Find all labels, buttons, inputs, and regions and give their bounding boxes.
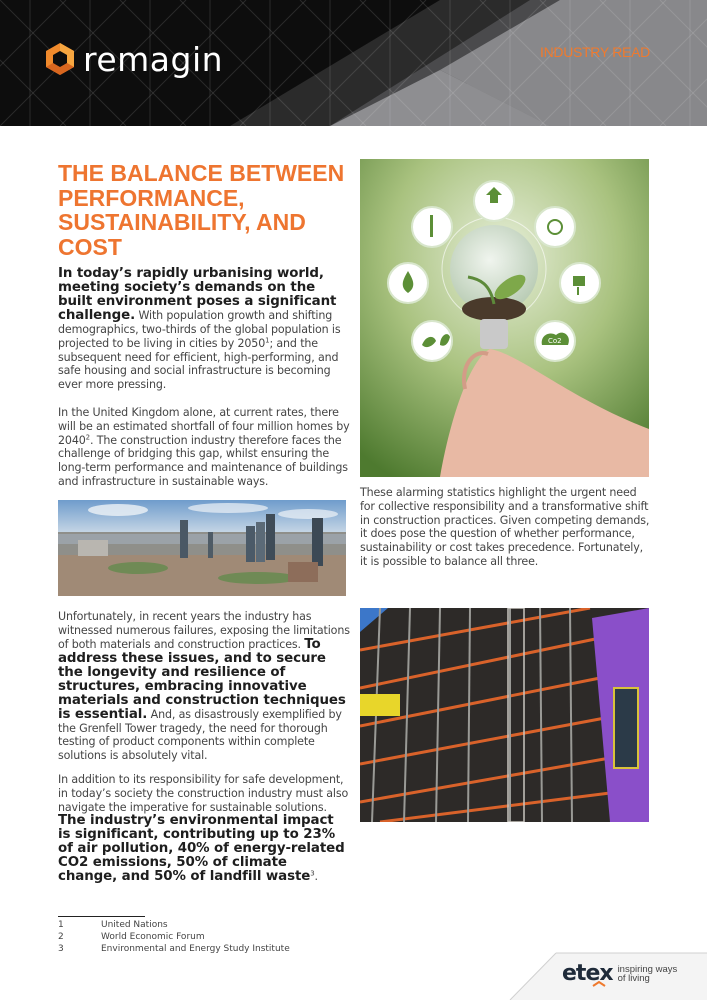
- footnote-number: 3: [58, 944, 64, 954]
- etex-logo: [562, 963, 677, 985]
- co2-label: Co2: [548, 337, 562, 345]
- tagline-line2: of living: [617, 973, 650, 984]
- remagin-logo: [45, 39, 224, 79]
- environment-text: In addition to its responsibility for safe development, in today’s society the construction industry must also navigate the imperative for sustainable solutions.: [58, 773, 349, 814]
- lightbulb-photo: [360, 159, 649, 477]
- city-skyline-photo: [58, 500, 346, 596]
- footnote-ref: 2: [85, 432, 90, 441]
- footnote-item: [58, 932, 205, 942]
- construction-building-image: [360, 608, 649, 822]
- intro-text-cont: ; and the subsequent need for efficient, high-performing, and safe housing and social infrastructure is becoming ever more pressing.: [58, 336, 339, 392]
- etex-chevron-icon: [592, 981, 606, 987]
- footnote-divider: [58, 916, 145, 917]
- uk-text: In the United Kingdom alone, at current rates, there will be an estimated shortfall of four million homes by 2040: [58, 406, 350, 447]
- footnote-source: Environmental and Energy Study Institute: [101, 944, 290, 954]
- footnote-item: [58, 920, 168, 930]
- footnote-ref: 1: [265, 336, 270, 345]
- failures-text-cont: And, as disastrously exemplified by the Grenfell Tower tragedy, the need for thorough testing of product components within complete solutions is absolutely vital.: [58, 707, 342, 763]
- lightbulb-image: [360, 159, 649, 477]
- footnote-source: World Economic Forum: [101, 932, 205, 942]
- footnote-number: 2: [58, 932, 64, 942]
- hexagon-logo-icon: [45, 42, 75, 76]
- uk-text-cont: . The construction industry therefore faces the challenge of bridging this gap, whilst ensuring the long-term performance and maintenance of buildings and infrastructure in sustainable ways.: [58, 433, 348, 488]
- footnote-number: 1: [58, 920, 64, 930]
- failures-text: Unfortunately, in recent years the industry has witnessed numerous failures, exposing the limitations of both materials and construction practices.: [58, 610, 350, 651]
- intro-paragraph: [58, 267, 350, 392]
- construction-photo: [360, 608, 649, 822]
- environment-paragraph: [58, 773, 350, 884]
- etex-brand: etex: [562, 961, 613, 986]
- brand-name: remagin: [83, 39, 224, 79]
- footnote-source: United Nations: [101, 920, 168, 930]
- section-label: INDUSTRY READ: [540, 44, 650, 60]
- tagline-line1: inspiring ways: [617, 963, 678, 975]
- wind-turbine-icon: [430, 215, 433, 237]
- environment-bold: The industry’s environmental impact is significant, contributing up to 23% of air pollution, 40% of energy-related CO2 emissions, 50% of climate change, and 50% of landfill waste: [58, 813, 345, 885]
- intro-text: With population growth and shifting demographics, two-thirds of the global population is projected to be living in cities by 2050: [58, 309, 341, 350]
- city-skyline-image: [58, 500, 346, 596]
- etex-tagline: [618, 965, 678, 984]
- uk-paragraph: [58, 406, 350, 489]
- article-title: THE BALANCE BETWEEN PERFORMANCE, SUSTAINABILITY, AND COST: [58, 160, 345, 260]
- header-banner: [0, 0, 707, 126]
- environment-end: .: [314, 870, 318, 884]
- intro-lead: In today’s rapidly urbanising world, meeting society’s demands on the built environment poses a significant challenge.: [58, 266, 337, 323]
- failures-bold: To address these issues, and to secure the longevity and resilience of structures, embracing innovative materials and construction techniques is essential.: [58, 636, 346, 722]
- statistics-paragraph: These alarming statistics highlight the urgent need for collective responsibility and a transformative shift in construction practices. Given competing demands, it does pose the question of whether performance, sustainability or cost takes precedence. Fortunately, it is possible to balance all three.: [360, 486, 650, 568]
- footnote-ref: 3: [310, 869, 315, 878]
- failures-paragraph: [58, 610, 350, 763]
